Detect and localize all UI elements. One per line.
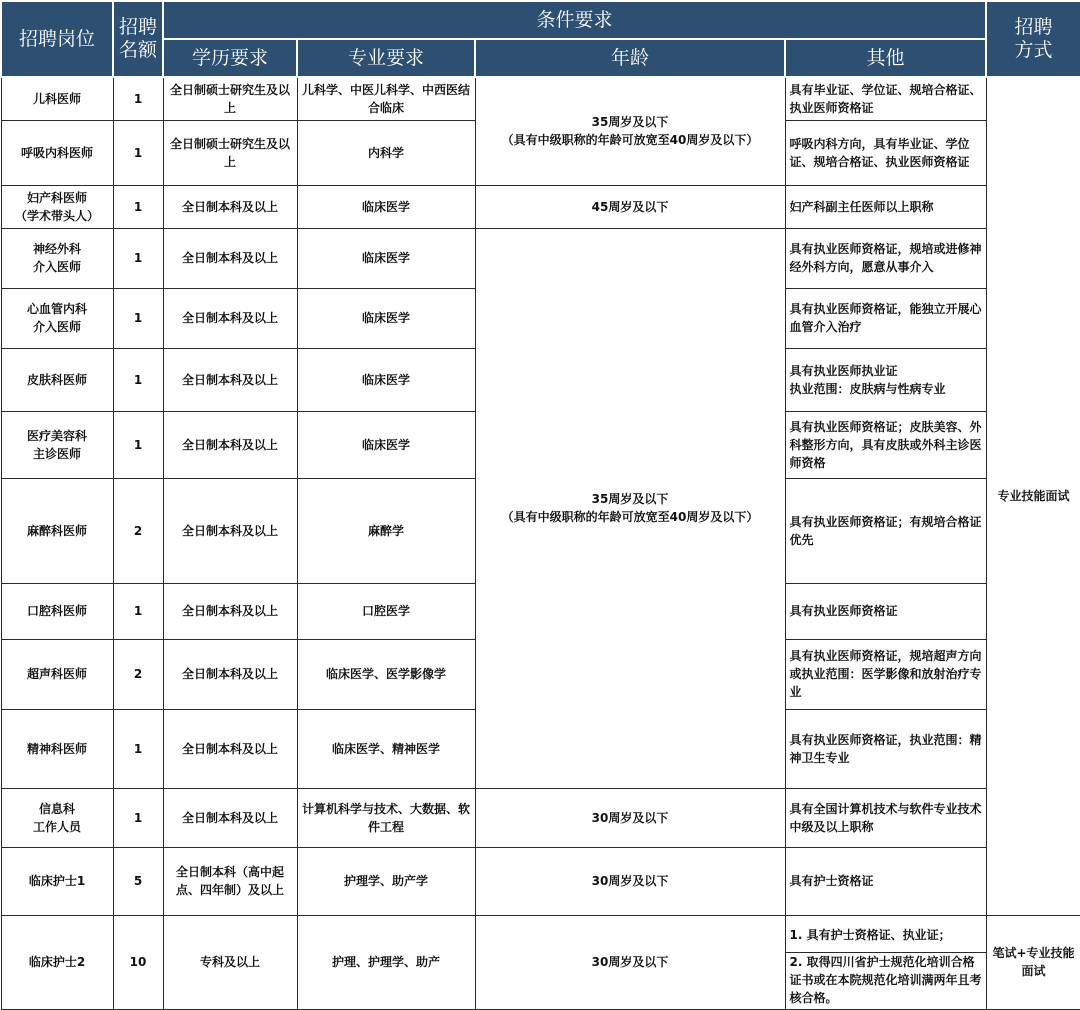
position-cell: 口腔科医师 <box>1 583 113 639</box>
count-cell: 1 <box>113 228 163 288</box>
age-cell: 30周岁及以下 <box>475 847 785 915</box>
count-cell: 1 <box>113 185 163 228</box>
other-cell: 具有执业医师资格证 <box>785 583 986 639</box>
position-cell: 妇产科医师 （学术带头人） <box>1 185 113 228</box>
education-cell: 全日制本科及以上 <box>163 348 297 411</box>
education-cell: 全日制硕士研究生及以上 <box>163 120 297 185</box>
age-cell: 35周岁及以下 （具有中级职称的年龄可放宽至40周岁及以下） <box>475 228 785 788</box>
count-cell: 1 <box>113 348 163 411</box>
count-cell: 1 <box>113 411 163 478</box>
major-cell: 临床医学 <box>297 185 475 228</box>
major-cell: 临床医学 <box>297 228 475 288</box>
table-row <box>1 185 1080 228</box>
major-cell: 计算机科学与技术、大数据、软件工程 <box>297 788 475 847</box>
education-cell: 全日制硕士研究生及以上 <box>163 77 297 120</box>
position-cell: 临床护士2 <box>1 915 113 1009</box>
other-cell: 具有护士资格证 <box>785 847 986 915</box>
other-cell: 具有执业医师资格证；皮肤美容、外科整形方向，具有皮肤或外科主诊医师资格 <box>785 411 986 478</box>
major-cell: 口腔医学 <box>297 583 475 639</box>
major-cell: 临床医学、精神医学 <box>297 709 475 788</box>
education-cell: 全日制本科及以上 <box>163 228 297 288</box>
other-cell: 具有毕业证、学位证、规培合格证、执业医师资格证 <box>785 77 986 120</box>
age-cell: 35周岁及以下 （具有中级职称的年龄可放宽至40周岁及以下） <box>475 77 785 185</box>
major-cell: 护理、护理学、助产 <box>297 915 475 1009</box>
education-cell: 全日制本科及以上 <box>163 709 297 788</box>
count-cell: 1 <box>113 120 163 185</box>
table-row <box>1 915 1080 1009</box>
method-cell: 专业技能面试 <box>986 77 1080 915</box>
table-row <box>1 228 1080 288</box>
major-cell: 临床医学 <box>297 411 475 478</box>
other-line-2: 2. 取得四川省护士规范化培训合格证书或在本院规范化培训满两年且考核合格。 <box>789 955 982 1006</box>
other-cell: 具有执业医师资格证，规培超声方向或执业范围：医学影像和放射治疗专业 <box>785 639 986 709</box>
position-cell: 皮肤科医师 <box>1 348 113 411</box>
other-cell <box>785 915 986 1009</box>
other-cell: 具有全国计算机技术与软件专业技术中级及以上职称 <box>785 788 986 847</box>
education-cell: 专科及以上 <box>163 915 297 1009</box>
header-education: 学历要求 <box>163 39 297 77</box>
count-cell: 10 <box>113 915 163 1009</box>
other-cell: 具有执业医师资格证，能独立开展心血管介入治疗 <box>785 288 986 348</box>
count-cell: 1 <box>113 788 163 847</box>
position-cell: 呼吸内科医师 <box>1 120 113 185</box>
position-cell: 精神科医师 <box>1 709 113 788</box>
header-other: 其他 <box>785 39 986 77</box>
position-cell: 超声科医师 <box>1 639 113 709</box>
education-cell: 全日制本科（高中起点、四年制）及以上 <box>163 847 297 915</box>
other-cell: 具有执业医师资格证，执业范围：精神卫生专业 <box>785 709 986 788</box>
position-cell: 神经外科 介入医师 <box>1 228 113 288</box>
age-cell: 45周岁及以下 <box>475 185 785 228</box>
education-cell: 全日制本科及以上 <box>163 478 297 583</box>
count-cell: 2 <box>113 478 163 583</box>
age-cell: 30周岁及以下 <box>475 788 785 847</box>
position-cell: 信息科 工作人员 <box>1 788 113 847</box>
education-cell: 全日制本科及以上 <box>163 288 297 348</box>
other-cell: 具有执业医师资格证，规培或进修神经外科方向，愿意从事介入 <box>785 228 986 288</box>
education-cell: 全日制本科及以上 <box>163 185 297 228</box>
table-row <box>1 77 1080 120</box>
other-cell: 妇产科副主任医师以上职称 <box>785 185 986 228</box>
major-cell: 护理学、助产学 <box>297 847 475 915</box>
count-cell: 1 <box>113 583 163 639</box>
major-cell: 临床医学、医学影像学 <box>297 639 475 709</box>
position-cell: 医疗美容科 主诊医师 <box>1 411 113 478</box>
position-cell: 心血管内科 介入医师 <box>1 288 113 348</box>
header-major: 专业要求 <box>297 39 475 77</box>
other-cell: 呼吸内科方向，具有毕业证、学位证、规培合格证、执业医师资格证 <box>785 120 986 185</box>
header-method: 招聘 方式 <box>986 1 1080 77</box>
major-cell: 临床医学 <box>297 348 475 411</box>
count-cell: 1 <box>113 709 163 788</box>
count-cell: 1 <box>113 288 163 348</box>
table-row <box>1 788 1080 847</box>
count-cell: 5 <box>113 847 163 915</box>
education-cell: 全日制本科及以上 <box>163 411 297 478</box>
position-cell: 儿科医师 <box>1 77 113 120</box>
count-cell: 2 <box>113 639 163 709</box>
count-cell: 1 <box>113 77 163 120</box>
position-cell: 临床护士1 <box>1 847 113 915</box>
education-cell: 全日制本科及以上 <box>163 788 297 847</box>
other-line-1: 1. 具有护士资格证、执业证； <box>786 917 986 953</box>
method-cell: 笔试+专业技能面试 <box>986 915 1080 1009</box>
major-cell: 麻醉学 <box>297 478 475 583</box>
other-cell: 具有执业医师执业证 执业范围：皮肤病与性病专业 <box>785 348 986 411</box>
major-cell: 内科学 <box>297 120 475 185</box>
header-conditions: 条件要求 <box>163 1 986 39</box>
education-cell: 全日制本科及以上 <box>163 639 297 709</box>
other-cell: 具有执业医师资格证；有规培合格证优先 <box>785 478 986 583</box>
major-cell: 儿科学、中医儿科学、中西医结合临床 <box>297 77 475 120</box>
education-cell: 全日制本科及以上 <box>163 583 297 639</box>
other-split <box>786 917 986 1008</box>
header-position: 招聘岗位 <box>1 1 113 77</box>
major-cell: 临床医学 <box>297 288 475 348</box>
header-quota: 招聘 名额 <box>113 1 163 77</box>
age-cell: 30周岁及以下 <box>475 915 785 1009</box>
header-age: 年龄 <box>475 39 785 77</box>
table-row <box>1 847 1080 915</box>
position-cell: 麻醉科医师 <box>1 478 113 583</box>
